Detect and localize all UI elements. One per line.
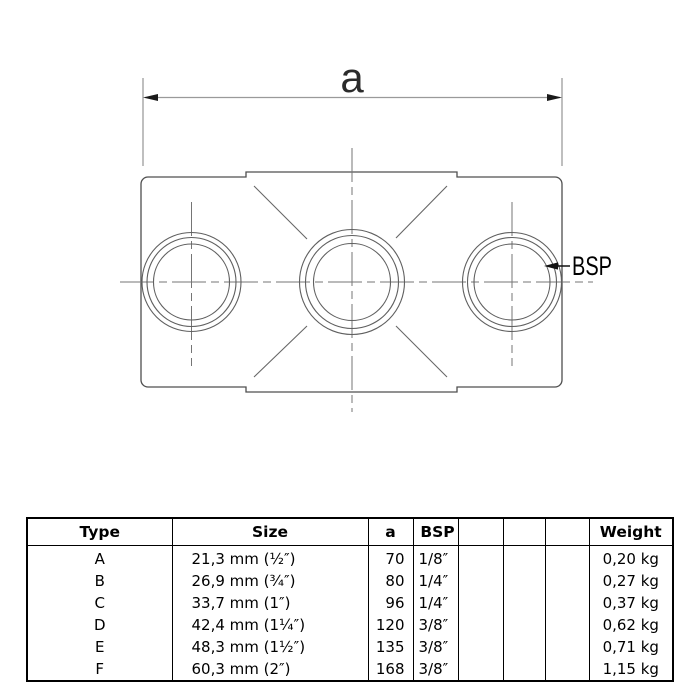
cell-bsp: 1/4″ (413, 592, 458, 614)
cell-bsp: 1/8″ (413, 546, 458, 571)
cell-type: F (27, 658, 172, 681)
col-header-bsp: BSP (413, 518, 458, 546)
cell-size: 48,3 mm (1½″) (172, 636, 368, 658)
cell-empty-3 (545, 658, 589, 681)
cell-empty-3 (545, 592, 589, 614)
spec-table (26, 517, 674, 682)
cell-size: 33,7 mm (1″) (172, 592, 368, 614)
cell-empty-1 (458, 546, 503, 571)
col-header-weight: Weight (589, 518, 673, 546)
cell-bsp: 3/8″ (413, 636, 458, 658)
cell-empty-3 (545, 546, 589, 571)
cell-type: C (27, 592, 172, 614)
cell-weight: 0,20 kg (589, 546, 673, 571)
cell-weight: 0,37 kg (589, 592, 673, 614)
spec-table-body (27, 546, 673, 682)
col-header-size: Size (172, 518, 368, 546)
dimension-arrow-right-icon (547, 94, 562, 101)
cell-a: 80 (368, 570, 413, 592)
cell-a: 96 (368, 592, 413, 614)
cell-bsp: 3/8″ (413, 658, 458, 681)
col-header-empty-1 (458, 518, 503, 546)
cell-type: B (27, 570, 172, 592)
cell-empty-1 (458, 570, 503, 592)
cell-empty-2 (503, 614, 545, 636)
cell-empty-1 (458, 592, 503, 614)
cell-empty-3 (545, 570, 589, 592)
cell-empty-1 (458, 658, 503, 681)
table-row-A (27, 546, 673, 571)
dimension-arrow-left-icon (143, 94, 158, 101)
cell-type: D (27, 614, 172, 636)
cell-bsp: 3/8″ (413, 614, 458, 636)
cell-type: E (27, 636, 172, 658)
bsp-label: BSP (572, 251, 612, 281)
col-header-a: a (368, 518, 413, 546)
cell-weight: 1,15 kg (589, 658, 673, 681)
cell-weight: 0,62 kg (589, 614, 673, 636)
cell-empty-1 (458, 636, 503, 658)
cell-a: 168 (368, 658, 413, 681)
cell-empty-2 (503, 636, 545, 658)
header-row (27, 518, 673, 546)
cell-a: 120 (368, 614, 413, 636)
spec-table-header (27, 518, 673, 546)
table-row-F (27, 658, 673, 681)
cell-a: 70 (368, 546, 413, 571)
dimension-label-a: a (340, 54, 364, 101)
table-row-C (27, 592, 673, 614)
cell-size: 60,3 mm (2″) (172, 658, 368, 681)
cell-empty-2 (503, 570, 545, 592)
table-row-E (27, 636, 673, 658)
cell-size: 21,3 mm (½″) (172, 546, 368, 571)
cell-a: 135 (368, 636, 413, 658)
cell-empty-2 (503, 658, 545, 681)
cell-weight: 0,71 kg (589, 636, 673, 658)
table-row-D (27, 614, 673, 636)
cell-empty-1 (458, 614, 503, 636)
cell-weight: 0,27 kg (589, 570, 673, 592)
table-row-B (27, 570, 673, 592)
cell-type: A (27, 546, 172, 571)
cell-empty-2 (503, 592, 545, 614)
cell-size: 26,9 mm (¾″) (172, 570, 368, 592)
cell-size: 42,4 mm (1¼″) (172, 614, 368, 636)
col-header-empty-3 (545, 518, 589, 546)
cell-empty-2 (503, 546, 545, 571)
col-header-type: Type (27, 518, 172, 546)
cell-empty-3 (545, 614, 589, 636)
cell-empty-3 (545, 636, 589, 658)
cell-bsp: 1/4″ (413, 570, 458, 592)
col-header-empty-2 (503, 518, 545, 546)
